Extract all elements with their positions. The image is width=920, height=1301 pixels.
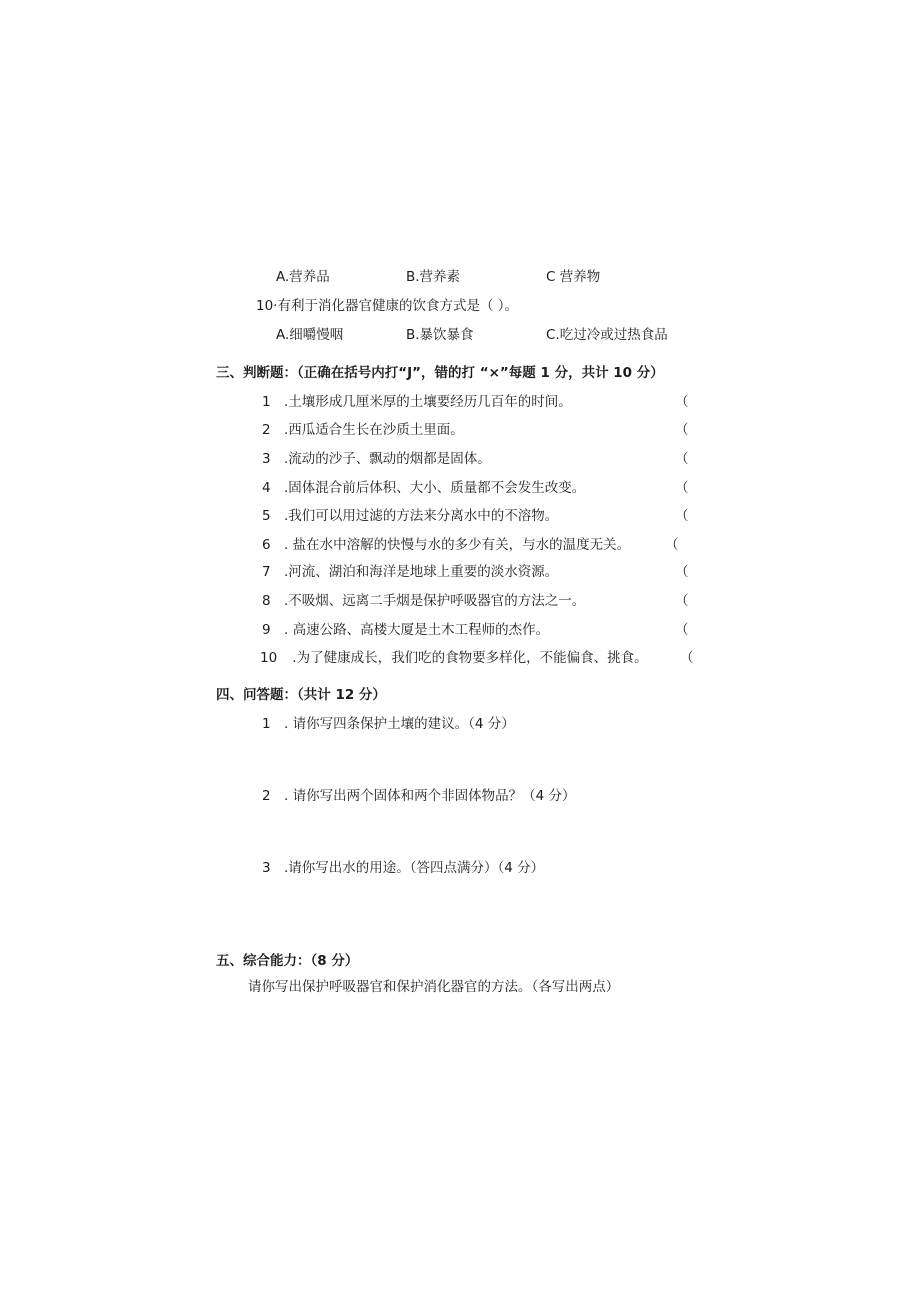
section-5-heading: 五、综合能力：（8 分） (216, 953, 359, 969)
judgment-item: 1 .土壤形成几厘米厚的土壤要经历几百年的时间。 (262, 394, 572, 410)
section-4-heading: 四、问答题：（共计 12 分） (216, 687, 386, 703)
answer-bracket: （ (665, 537, 679, 553)
qa-question: 2 . 请你写出两个固体和两个非固体物品？（4 分） (262, 788, 576, 804)
answer-bracket: （ (675, 480, 689, 496)
answer-bracket: （ (675, 451, 689, 467)
judgment-item: 3 .流动的沙子、飘动的烟都是固体。 (262, 451, 491, 467)
judgment-item: 8 .不吸烟、远离二手烟是保护呼吸器官的方法之一。 (262, 593, 586, 609)
question-10: 10·有利于消化器官健康的饮食方式是（ ）。 (256, 298, 519, 314)
answer-bracket: （ (675, 593, 689, 609)
judgment-item: 4 .固体混合前后体积、大小、质量都不会发生改变。 (262, 480, 586, 496)
option-c: C 营养物 (546, 269, 601, 285)
answer-bracket: （ (675, 394, 689, 410)
judgment-item: 7 .河流、湖泊和海洋是地球上重要的淡水资源。 (262, 564, 559, 580)
option-b: B.营养素 (406, 269, 461, 285)
judgment-item: 10 .为了健康成长，我们吃的食物要多样化，不能偏食、挑食。 (260, 650, 648, 666)
section-3-heading: 三、判断题：（正确在括号内打“J”，错的打 “×”每题 1 分，共计 10 分） (216, 365, 664, 381)
qa-question: 1 . 请你写四条保护土壤的建议。（4 分） (262, 716, 515, 732)
option-a: A.营养品 (276, 269, 330, 285)
option-b: B.暴饮暴食 (406, 327, 474, 343)
answer-bracket: （ (675, 564, 689, 580)
judgment-item: 6 . 盐在水中溶解的快慢与水的多少有关，与水的温度无关。 (262, 537, 631, 553)
judgment-item: 2 .西瓜适合生长在沙质土里面。 (262, 422, 464, 438)
qa-question: 3 .请你写出水的用途。（答四点满分）（4 分） (262, 860, 545, 876)
answer-bracket: （ (675, 422, 689, 438)
judgment-item: 5 .我们可以用过滤的方法来分离水中的不溶物。 (262, 508, 559, 524)
option-a: A.细嚼慢咽 (276, 327, 344, 343)
comprehensive-question: 请你写出保护呼吸器官和保护消化器官的方法。（各写出两点） (248, 979, 620, 995)
answer-bracket: （ (680, 650, 694, 666)
answer-bracket: （ (675, 622, 689, 638)
option-c: C.吃过冷或过热食品 (546, 327, 668, 343)
answer-bracket: （ (675, 508, 689, 524)
judgment-item: 9 . 高速公路、高楼大厦是土木工程师的杰作。 (262, 622, 550, 638)
